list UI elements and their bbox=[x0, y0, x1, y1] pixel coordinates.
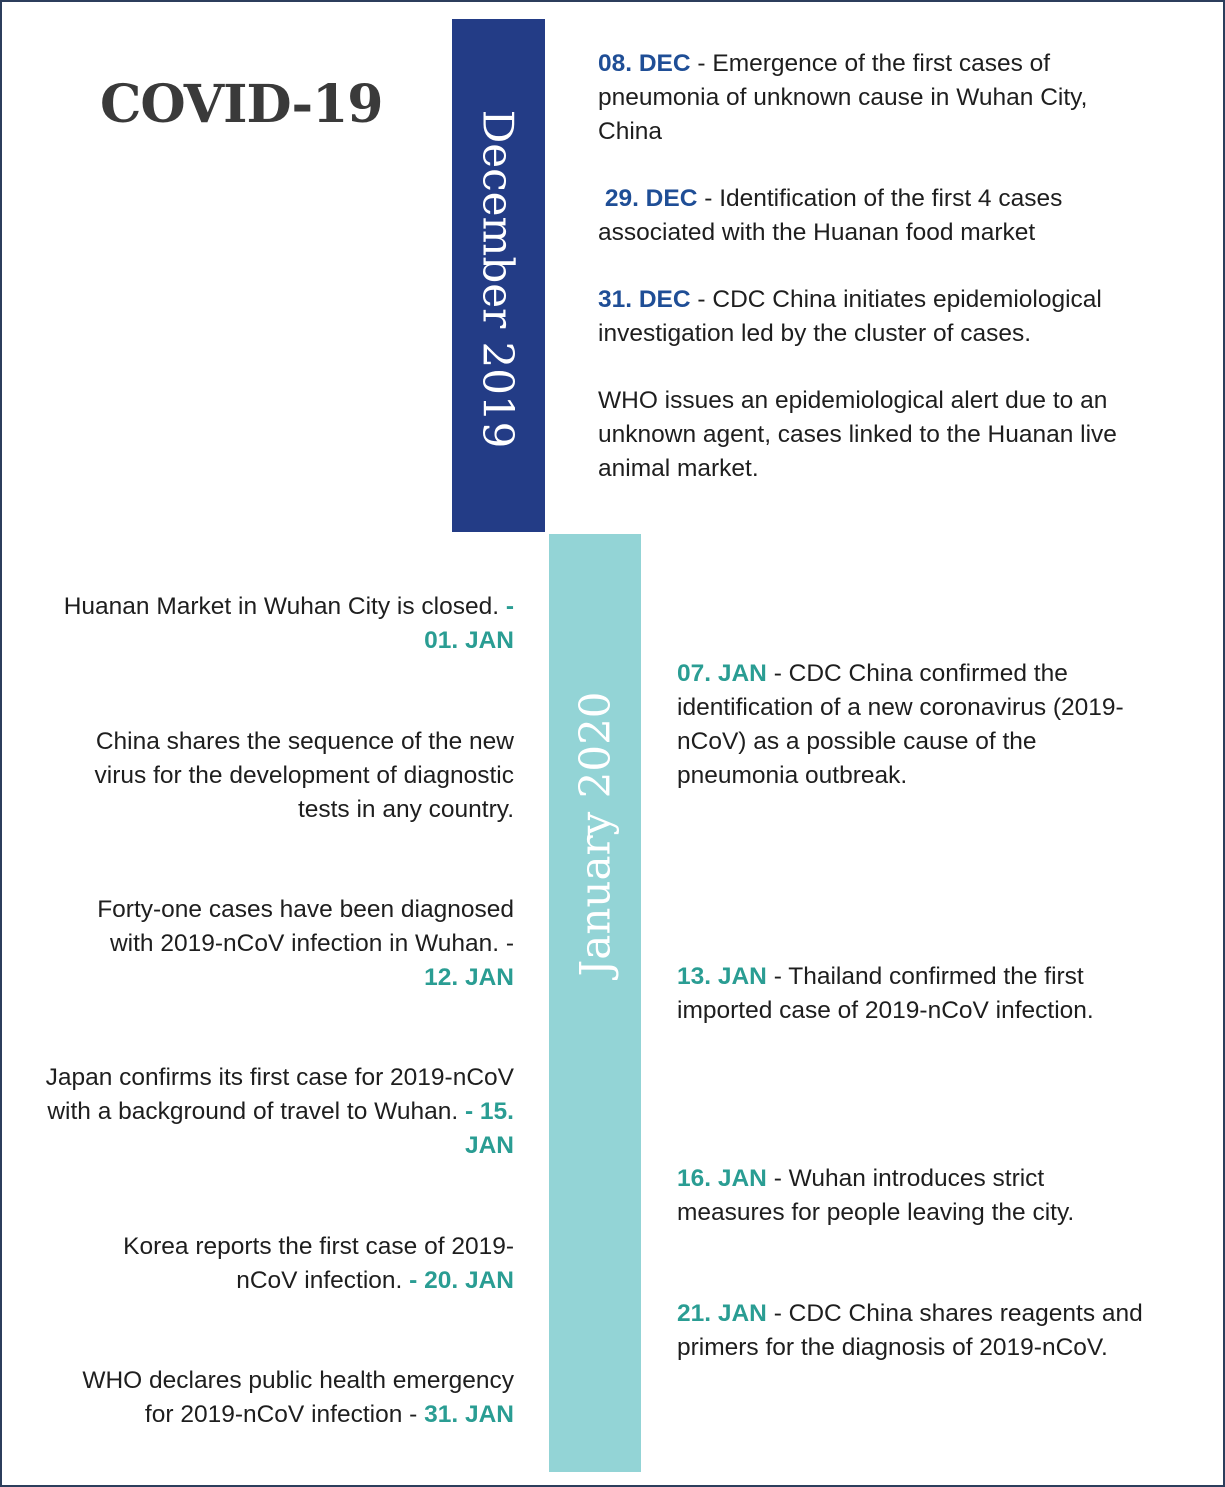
event-jan-21 bbox=[677, 1297, 1157, 1365]
event-separator: - bbox=[766, 1165, 789, 1192]
event-dec-29 bbox=[598, 182, 1158, 250]
event-text: Korea reports the first case of 2019-nCoV infection. bbox=[123, 1233, 514, 1294]
event-separator: - bbox=[697, 185, 720, 212]
page-title: COVID-19 bbox=[100, 74, 383, 135]
event-text: Forty-one cases have been diagnosed with 2019-nCoV infection in Wuhan. - bbox=[97, 896, 514, 957]
event-dec-31 bbox=[598, 283, 1158, 351]
event-separator: - bbox=[766, 660, 789, 687]
event-text: China shares the sequence of the new virus for the development of diagnostic tests in any country. bbox=[94, 728, 514, 823]
event-separator: - bbox=[690, 286, 713, 313]
event-text: CDC China shares reagents and primers for the diagnosis of 2019-nCoV. bbox=[677, 1300, 1143, 1361]
january-band bbox=[549, 534, 641, 1472]
event-date: - 15. JAN bbox=[464, 1098, 514, 1159]
event-date: 08. DEC bbox=[598, 50, 691, 77]
event-text: Identification of the first 4 cases associated with the Huanan food market bbox=[598, 185, 1063, 246]
event-date: 29. DEC bbox=[604, 185, 698, 212]
event-text: Thailand confirmed the first imported case of 2019-nCoV infection. bbox=[677, 963, 1094, 1024]
event-text: Wuhan introduces strict measures for people leaving the city. bbox=[677, 1165, 1075, 1226]
event-date: - 20. JAN bbox=[409, 1267, 514, 1294]
event-text: Huanan Market in Wuhan City is closed. bbox=[63, 593, 500, 620]
event-date: 07. JAN bbox=[677, 660, 767, 687]
event-text: WHO declares public health emergency for 2019-nCoV infection - bbox=[82, 1367, 514, 1428]
event-text: CDC China initiates epidemiological investigation led by the cluster of cases. bbox=[598, 286, 1102, 347]
january-band-label: January 2020 bbox=[570, 691, 620, 977]
event-text: WHO issues an epidemiological alert due to an unknown agent, cases linked to the Huanan live animal market. bbox=[598, 387, 1117, 482]
event-jan-31 bbox=[62, 1364, 514, 1432]
event-text: Japan confirms its first case for 2019-nCoV with a background of travel to Wuhan. bbox=[45, 1064, 514, 1125]
december-band bbox=[452, 19, 545, 532]
event-separator: - bbox=[766, 1300, 789, 1327]
event-jan-20 bbox=[62, 1230, 514, 1298]
event-date: - 01. JAN bbox=[424, 593, 514, 654]
event-separator: - bbox=[690, 50, 713, 77]
event-jan-sequence bbox=[62, 725, 514, 827]
event-jan-13 bbox=[677, 960, 1157, 1028]
event-date: 12. JAN bbox=[424, 964, 514, 991]
event-text: CDC China confirmed the identification of a new coronavirus (2019-nCoV) as a possible cause of the pneumonia outbreak. bbox=[677, 660, 1124, 789]
event-dec-who-alert bbox=[598, 384, 1158, 486]
event-jan-07 bbox=[677, 657, 1157, 793]
event-jan-01 bbox=[62, 590, 514, 658]
event-separator: - bbox=[766, 963, 789, 990]
event-date: 21. JAN bbox=[677, 1300, 767, 1327]
event-dec-08 bbox=[598, 47, 1158, 149]
event-jan-12 bbox=[62, 893, 514, 995]
event-date: 16. JAN bbox=[677, 1165, 767, 1192]
event-date: 13. JAN bbox=[677, 963, 767, 990]
event-jan-16 bbox=[677, 1162, 1157, 1230]
event-date: 31. JAN bbox=[424, 1401, 514, 1428]
event-date: 31. DEC bbox=[598, 286, 691, 313]
december-band-label: December 2019 bbox=[473, 109, 523, 449]
event-jan-15 bbox=[42, 1061, 514, 1163]
event-text: Emergence of the first cases of pneumonia of unknown cause in Wuhan City, China bbox=[598, 50, 1088, 145]
